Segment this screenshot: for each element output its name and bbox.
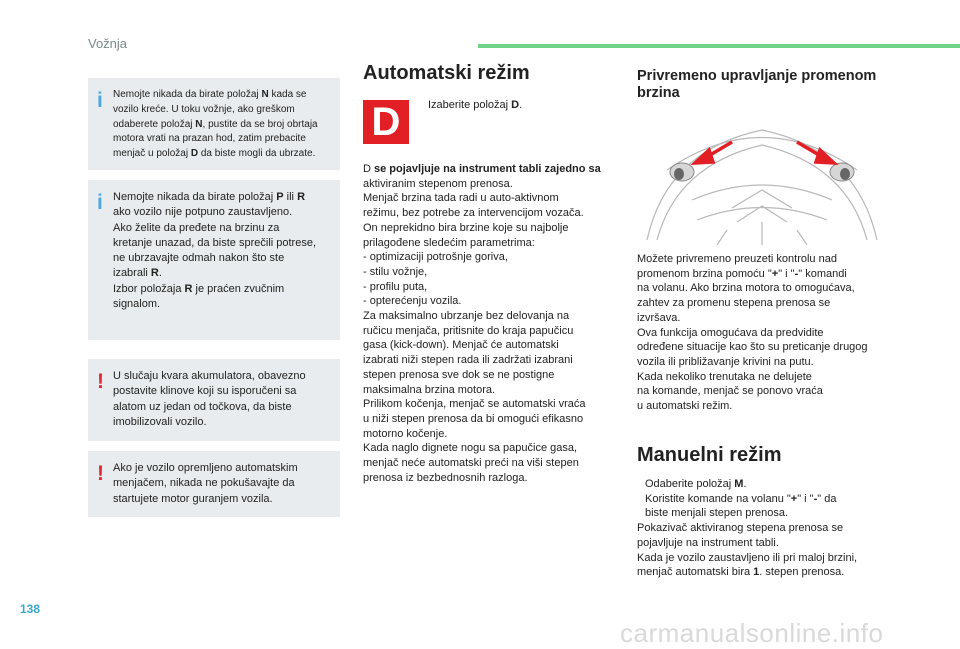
text-segment: " i " (778, 267, 795, 280)
text-line (637, 565, 902, 580)
text-segment: Odaberite položaj (645, 478, 735, 490)
temporary-control-text (637, 252, 902, 414)
text-line (363, 221, 618, 236)
text-segment: stepen prenosa sve dok se ne postigne (363, 368, 555, 381)
text-segment: Za maksimalno ubrzanje bez delovanja na (363, 310, 570, 323)
text-line (363, 162, 618, 177)
text-segment: pojavljuje na instrument tabli. (637, 536, 779, 549)
text-line (637, 340, 902, 355)
text-line (113, 190, 330, 205)
text-segment: menjač u položaj (113, 148, 191, 160)
text-line (645, 477, 747, 492)
bold-term: - (794, 267, 799, 280)
text-line (637, 384, 902, 399)
text-line (113, 103, 330, 118)
bold-term: - (813, 492, 818, 505)
automatic-mode-text (363, 162, 618, 485)
section-title: Vožnja (88, 36, 128, 51)
info-box-neutral (88, 78, 340, 170)
info-box-reverse (88, 180, 340, 340)
text-segment: određene situacije kao što su preticanje drugog (637, 341, 868, 354)
manual-mode-title: Manuelni režim (637, 444, 782, 466)
manual-mode-text (637, 521, 902, 580)
warning-box-battery-text (113, 369, 330, 430)
manual-mode-body (637, 477, 902, 580)
text-line (113, 88, 330, 103)
text-segment: vozilo kreće. U toku vožnje, ako greškom (113, 103, 295, 115)
text-segment: prilagođene sledećim parametrima: (363, 236, 535, 249)
text-line (637, 252, 902, 267)
text-segment: motorno kočenje. (363, 427, 448, 440)
text-line (113, 400, 330, 415)
text-segment: Menjač brzina tada radi u auto-aktivnom (363, 192, 559, 205)
text-segment: - optimizaciji potrošnje goriva, (363, 251, 508, 264)
text-line (363, 177, 618, 192)
text-line (637, 399, 902, 414)
text-line (113, 476, 330, 491)
text-line (363, 471, 618, 486)
text-line (637, 536, 902, 551)
text-segment: maksimalna brzina motora. (363, 383, 496, 396)
bold-term: 1 (753, 566, 760, 579)
bold-term: N (261, 89, 269, 100)
manual-step (637, 477, 902, 492)
text-segment: . (519, 99, 523, 111)
text-segment: je praćen zvučnim (192, 282, 285, 295)
text-line (113, 266, 330, 281)
text-line (363, 309, 618, 324)
text-segment: Ako je vozilo opremljeno automatskim (113, 462, 298, 474)
text-segment: motora vrati na prazan hod, zatim prebacite (113, 133, 306, 145)
info-box-reverse-text (113, 190, 330, 312)
text-line (637, 551, 902, 566)
info-box-neutral-text (113, 88, 330, 162)
text-segment: režimu, bez potrebe za intervencijom vozača. (363, 207, 584, 220)
text-line (363, 412, 618, 427)
text-segment: biste menjali stepen prenosa. (645, 507, 789, 520)
text-segment: U slučaju kvara akumulatora, obavezno (113, 370, 306, 382)
text-line (363, 456, 618, 471)
text-segment: da biste mogli da ubrzate. (198, 148, 316, 160)
text-line (363, 324, 618, 339)
manual-step-text (645, 492, 836, 521)
text-segment: promenom brzina pomoću " (637, 267, 772, 280)
text-segment: postavite klinove koji su isporučeni sa (113, 385, 297, 398)
manual-mode-bullets (637, 477, 902, 521)
text-segment: - opterećenju vozila. (363, 295, 462, 308)
text-segment: . (743, 478, 747, 490)
info-icon: i (97, 89, 103, 112)
text-line (113, 369, 330, 384)
text-line (363, 206, 618, 221)
text-segment: izvršava. (637, 311, 681, 324)
warning-icon: ! (97, 462, 104, 485)
text-segment: Ako želite da pređete na brzinu za (113, 221, 280, 234)
text-line (113, 205, 330, 220)
text-segment: On neprekidno bira brzine koje su najbolje (363, 221, 569, 234)
text-segment: imobilizovali vozilo. (113, 415, 207, 428)
text-segment: ako vozilo nije potpuno zaustavljeno. (113, 206, 293, 219)
text-segment: Izbor položaja (113, 282, 185, 295)
warning-icon: ! (97, 370, 104, 393)
text-segment: " komandi (798, 267, 847, 280)
text-line (113, 384, 330, 399)
text-line (363, 250, 618, 265)
text-line (637, 281, 902, 296)
bold-term: M (734, 478, 744, 490)
text-line (637, 370, 902, 385)
text-segment: Kada naglo dignete nogu sa papučice gasa, (363, 442, 578, 455)
temporary-control-title-line2: brzina (637, 85, 680, 101)
text-segment: zahtev za promenu stepena prenosa se (637, 297, 831, 310)
watermark: carmanualsonline.info (620, 618, 884, 648)
text-line (645, 492, 836, 507)
text-line (363, 441, 618, 456)
text-line (363, 397, 618, 412)
manual-step-text (645, 477, 747, 492)
section-accent-bar (478, 44, 960, 48)
bold-term: D (190, 148, 199, 160)
text-segment: gasa (kick-down). Menjač će automatski (363, 339, 559, 352)
temporary-control-body (637, 252, 902, 414)
warning-box-push-start (88, 451, 340, 517)
select-d-instruction (420, 98, 610, 113)
bold-term: R (184, 282, 193, 295)
bold-term: P (276, 191, 284, 203)
instruction-text (428, 98, 522, 113)
text-line (113, 415, 330, 430)
text-segment: alatom uz jedan od točkova, da biste (113, 400, 292, 413)
bold-term: + (790, 492, 798, 505)
info-icon: i (97, 191, 103, 214)
text-segment: menjač automatski bira (637, 566, 754, 579)
text-segment: ili (283, 191, 298, 203)
text-segment: D (363, 163, 371, 175)
text-line (637, 355, 902, 370)
bold-term: R (150, 267, 159, 280)
bold-term: R (297, 191, 306, 203)
text-segment: ne ubrzavajte odmah nakon što ste (113, 252, 285, 265)
text-line (363, 191, 618, 206)
text-segment: menjač neće automatski preći na viši stepen (363, 457, 579, 470)
text-segment: Koristite komande na volanu " (645, 492, 791, 505)
text-line (363, 368, 618, 383)
text-segment: " da (817, 492, 837, 505)
text-segment: aktiviranim stepenom prenosa. (363, 177, 513, 190)
text-line (113, 251, 330, 266)
page-number: 138 (20, 602, 41, 616)
text-line (113, 492, 330, 507)
text-line (113, 147, 330, 162)
text-segment: - stilu vožnje, (363, 265, 428, 278)
text-line (637, 311, 902, 326)
text-line (363, 427, 618, 442)
text-segment: vozila ili približavanje krivini na putu. (637, 355, 814, 368)
text-line (113, 461, 330, 476)
text-segment: menjačem, nikada ne pokušavajte da (113, 477, 295, 490)
text-line (637, 326, 902, 341)
text-segment: . (158, 267, 162, 280)
bold-term: + (771, 267, 779, 280)
text-segment: u automatski režim. (637, 400, 733, 413)
text-line (637, 296, 902, 311)
gear-d-badge: D (363, 100, 409, 144)
text-line (363, 236, 618, 251)
warning-box-push-start-text (113, 461, 330, 507)
text-line (113, 236, 330, 251)
text-line (113, 297, 330, 312)
text-segment: Pokazivač aktiviranog stepena prenosa se (637, 522, 844, 535)
temporary-control-title-line1: Privremeno upravljanje promenom (637, 68, 877, 84)
text-line (363, 280, 618, 295)
text-segment: startujete motor guranjem vozila. (113, 492, 273, 505)
text-line (113, 132, 330, 147)
text-line (637, 267, 902, 282)
text-line (637, 521, 902, 536)
text-line (363, 294, 618, 309)
bold-term: se pojavljuje na instrument tabli zajedno sa (370, 163, 601, 175)
text-line (113, 118, 330, 133)
text-segment: ručicu menjača, pritisnite do kraja papučicu (363, 324, 574, 337)
bold-term: D (511, 99, 520, 111)
text-segment: u niži stepen prenosa da bi omogući efikasno (363, 412, 584, 425)
text-segment: prenosa iz bezbednosnih razloga. (363, 471, 528, 484)
warning-box-battery (88, 359, 340, 441)
text-segment: Izaberite položaj (428, 99, 512, 111)
text-line (645, 506, 836, 521)
text-segment: . stepen prenosa. (759, 566, 845, 579)
text-segment: Nemojte nikada da birate položaj (113, 89, 262, 100)
text-segment: - profilu puta, (363, 280, 428, 293)
manual-step (637, 492, 902, 521)
steering-wheel-paddles-illustration (637, 110, 887, 245)
text-segment: Možete privremeno preuzeti kontrolu nad (637, 253, 837, 265)
text-segment: signalom. (113, 298, 161, 311)
text-line (363, 265, 618, 280)
temporary-control-title (637, 68, 902, 102)
text-line (363, 383, 618, 398)
text-segment: " i " (797, 492, 814, 505)
text-line (113, 282, 330, 297)
text-segment: izabrati niži stepen rada ili zadržati izabrani (363, 354, 573, 367)
text-segment: Ova funkcija omogućava da predvidite (637, 326, 824, 339)
text-segment: kretanje unazad, da biste sprečili potrese, (113, 236, 317, 249)
text-line (363, 353, 618, 368)
text-line (113, 221, 330, 236)
automatic-mode-title: Automatski režim (363, 62, 530, 84)
text-segment: na komande, menjač se ponovo vraća (637, 385, 823, 398)
text-line (363, 338, 618, 353)
text-segment: izabrali (113, 267, 151, 280)
bold-term: N (195, 118, 203, 130)
text-segment: Prilikom kočenja, menjač se automatski vraća (363, 398, 586, 411)
automatic-mode-body (363, 162, 618, 485)
text-segment: kada se (268, 89, 307, 100)
text-segment: odaberete položaj (113, 118, 196, 130)
text-segment: Nemojte nikada da birate položaj (113, 191, 277, 203)
text-segment: na volanu. Ako brzina motora to omogućava, (637, 282, 855, 295)
text-segment: , pustite da se broj obrtaja (202, 118, 318, 130)
text-segment: Kada je vozilo zaustavljeno ili pri maloj brzini, (637, 551, 858, 564)
text-segment: Kada nekoliko trenutaka ne delujete (637, 370, 812, 383)
